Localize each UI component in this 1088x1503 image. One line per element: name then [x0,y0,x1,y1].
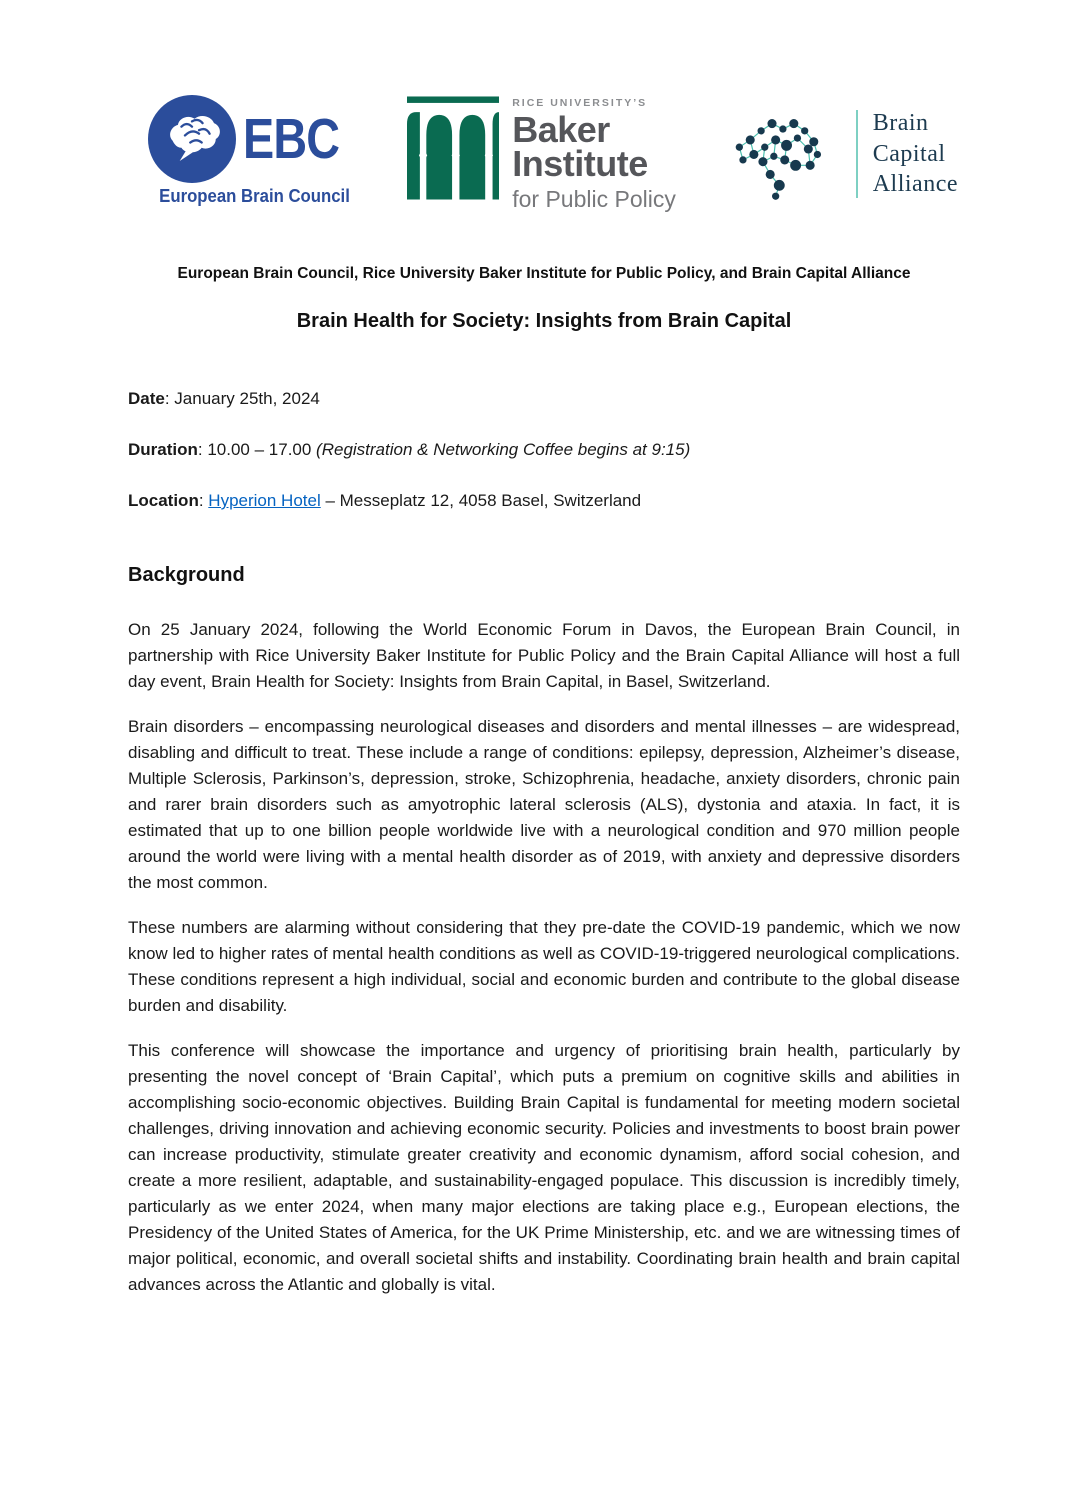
duration-line [128,440,960,460]
ebc-logo [148,95,360,207]
baker-logo-text [512,95,676,213]
location-separator: : [198,491,209,510]
location-label: Location [128,491,199,510]
ebc-logo-top [148,95,360,183]
hyperion-hotel-link[interactable]: Hyperion Hotel [208,491,321,510]
document-page [0,95,1088,1503]
paragraph-1: On 25 January 2024, following the World Economic Forum in Davos, the European Brain Council, in partnership with Rice University Baker Institute for Public Policy and the Brain Capital Alliance will host a full day event, Brain Health for Society: Insights from Brain Capital, in Basel, Switzerland. [128,620,960,691]
paragraph-2: Brain disorders – encompassing neurological diseases and disorders and mental illnesses – are widespread, disabling and difficult to treat. These include a range of conditions: epilepsy, depression, Alzheimer’s disease, Multiple Sclerosis, Parkinson’s, depression, stroke, Schizophrenia, headache, anxiety disorders, chronic pain and rarer brain disorders such as amyotrophic lateral sclerosis (ALS), dystonia and ataxia. In fact, it is estimated that up to one billion people worldwide live with a neurological condition and 970 million people around the world were living with a mental health disorder as of 2019, with anxiety and depressive disorders the most common. [128,717,960,892]
date-value: : January 25th, 2024 [164,389,320,408]
bca-line1: Brain [872,109,929,136]
background-body [128,617,960,1298]
bca-divider-line [856,110,858,198]
brain-network-icon [723,101,841,207]
baker-super-text: RICE UNIVERSITY’S [512,97,648,109]
duration-note: (Registration & Networking Coffee begins at 9:15) [316,440,691,459]
paragraph-4: This conference will showcase the importance and urgency of prioritising brain health, particularly by presenting the novel concept of ‘Brain Capital’, which puts a premium on cognitive skills and abilities in accomplishing socio-economic objectives. Building Brain Capital is fundamental for meeting modern societal challenges, driving innovation and achieving economic security. Policies and investments to boost brain power can increase productivity, stimulate greater creativity and economic dynamism, afford social cohesion, and create a more resilient, adaptable, and sustainability-engaged populace. This discussion is incredibly timely, particularly as we enter 2024, when many major elections are taking place e.g., European elections, the Presidency of the United States of America, for the UK Prime Ministership, etc. and we are witnessing times of major political, economic, and overall societal shifts and instability. Coordinating brain health and brain capital advances across the Atlantic and globally is vital. [128,1041,960,1294]
bca-wordmark [873,108,958,200]
brain-capital-alliance-logo [723,101,958,207]
paragraph-3: These numbers are alarming without considering that they pre-date the COVID-19 pandemic, which we now know led to higher rates of mental health conditions as well as COVID-19-triggered neurological complications. These conditions represent a high individual, social and economic burden and contribute to the global disease burden and disability. [128,918,960,1015]
bca-line3: Alliance [872,171,958,198]
arches-icon [407,95,499,201]
duration-value: : 10.00 – 17.00 [197,440,317,459]
baker-tagline: for Public Policy [512,186,676,213]
organizers-line: European Brain Council, Rice University Baker Institute for Public Policy, and Brain Capital Alliance [177,265,911,282]
baker-institute-logo [407,95,676,213]
ebc-abbreviation: EBC [243,106,340,171]
logo-row [148,95,958,221]
date-line [128,389,960,409]
duration-label: Duration [128,440,198,459]
event-details [128,389,960,511]
ebc-caption: European Brain Council [158,186,350,206]
document-title: Brain Health for Society: Insights from Brain Capital [296,310,792,332]
background-heading: Background [128,564,245,586]
bca-line2: Capital [872,140,946,167]
brain-in-circle-icon [148,95,236,183]
baker-name-line1: Baker [512,109,610,150]
location-line [128,491,960,511]
date-label: Date [128,389,165,408]
location-address: – Messeplatz 12, 4058 Basel, Switzerland [320,491,642,510]
baker-name-line2: Institute [512,143,648,185]
